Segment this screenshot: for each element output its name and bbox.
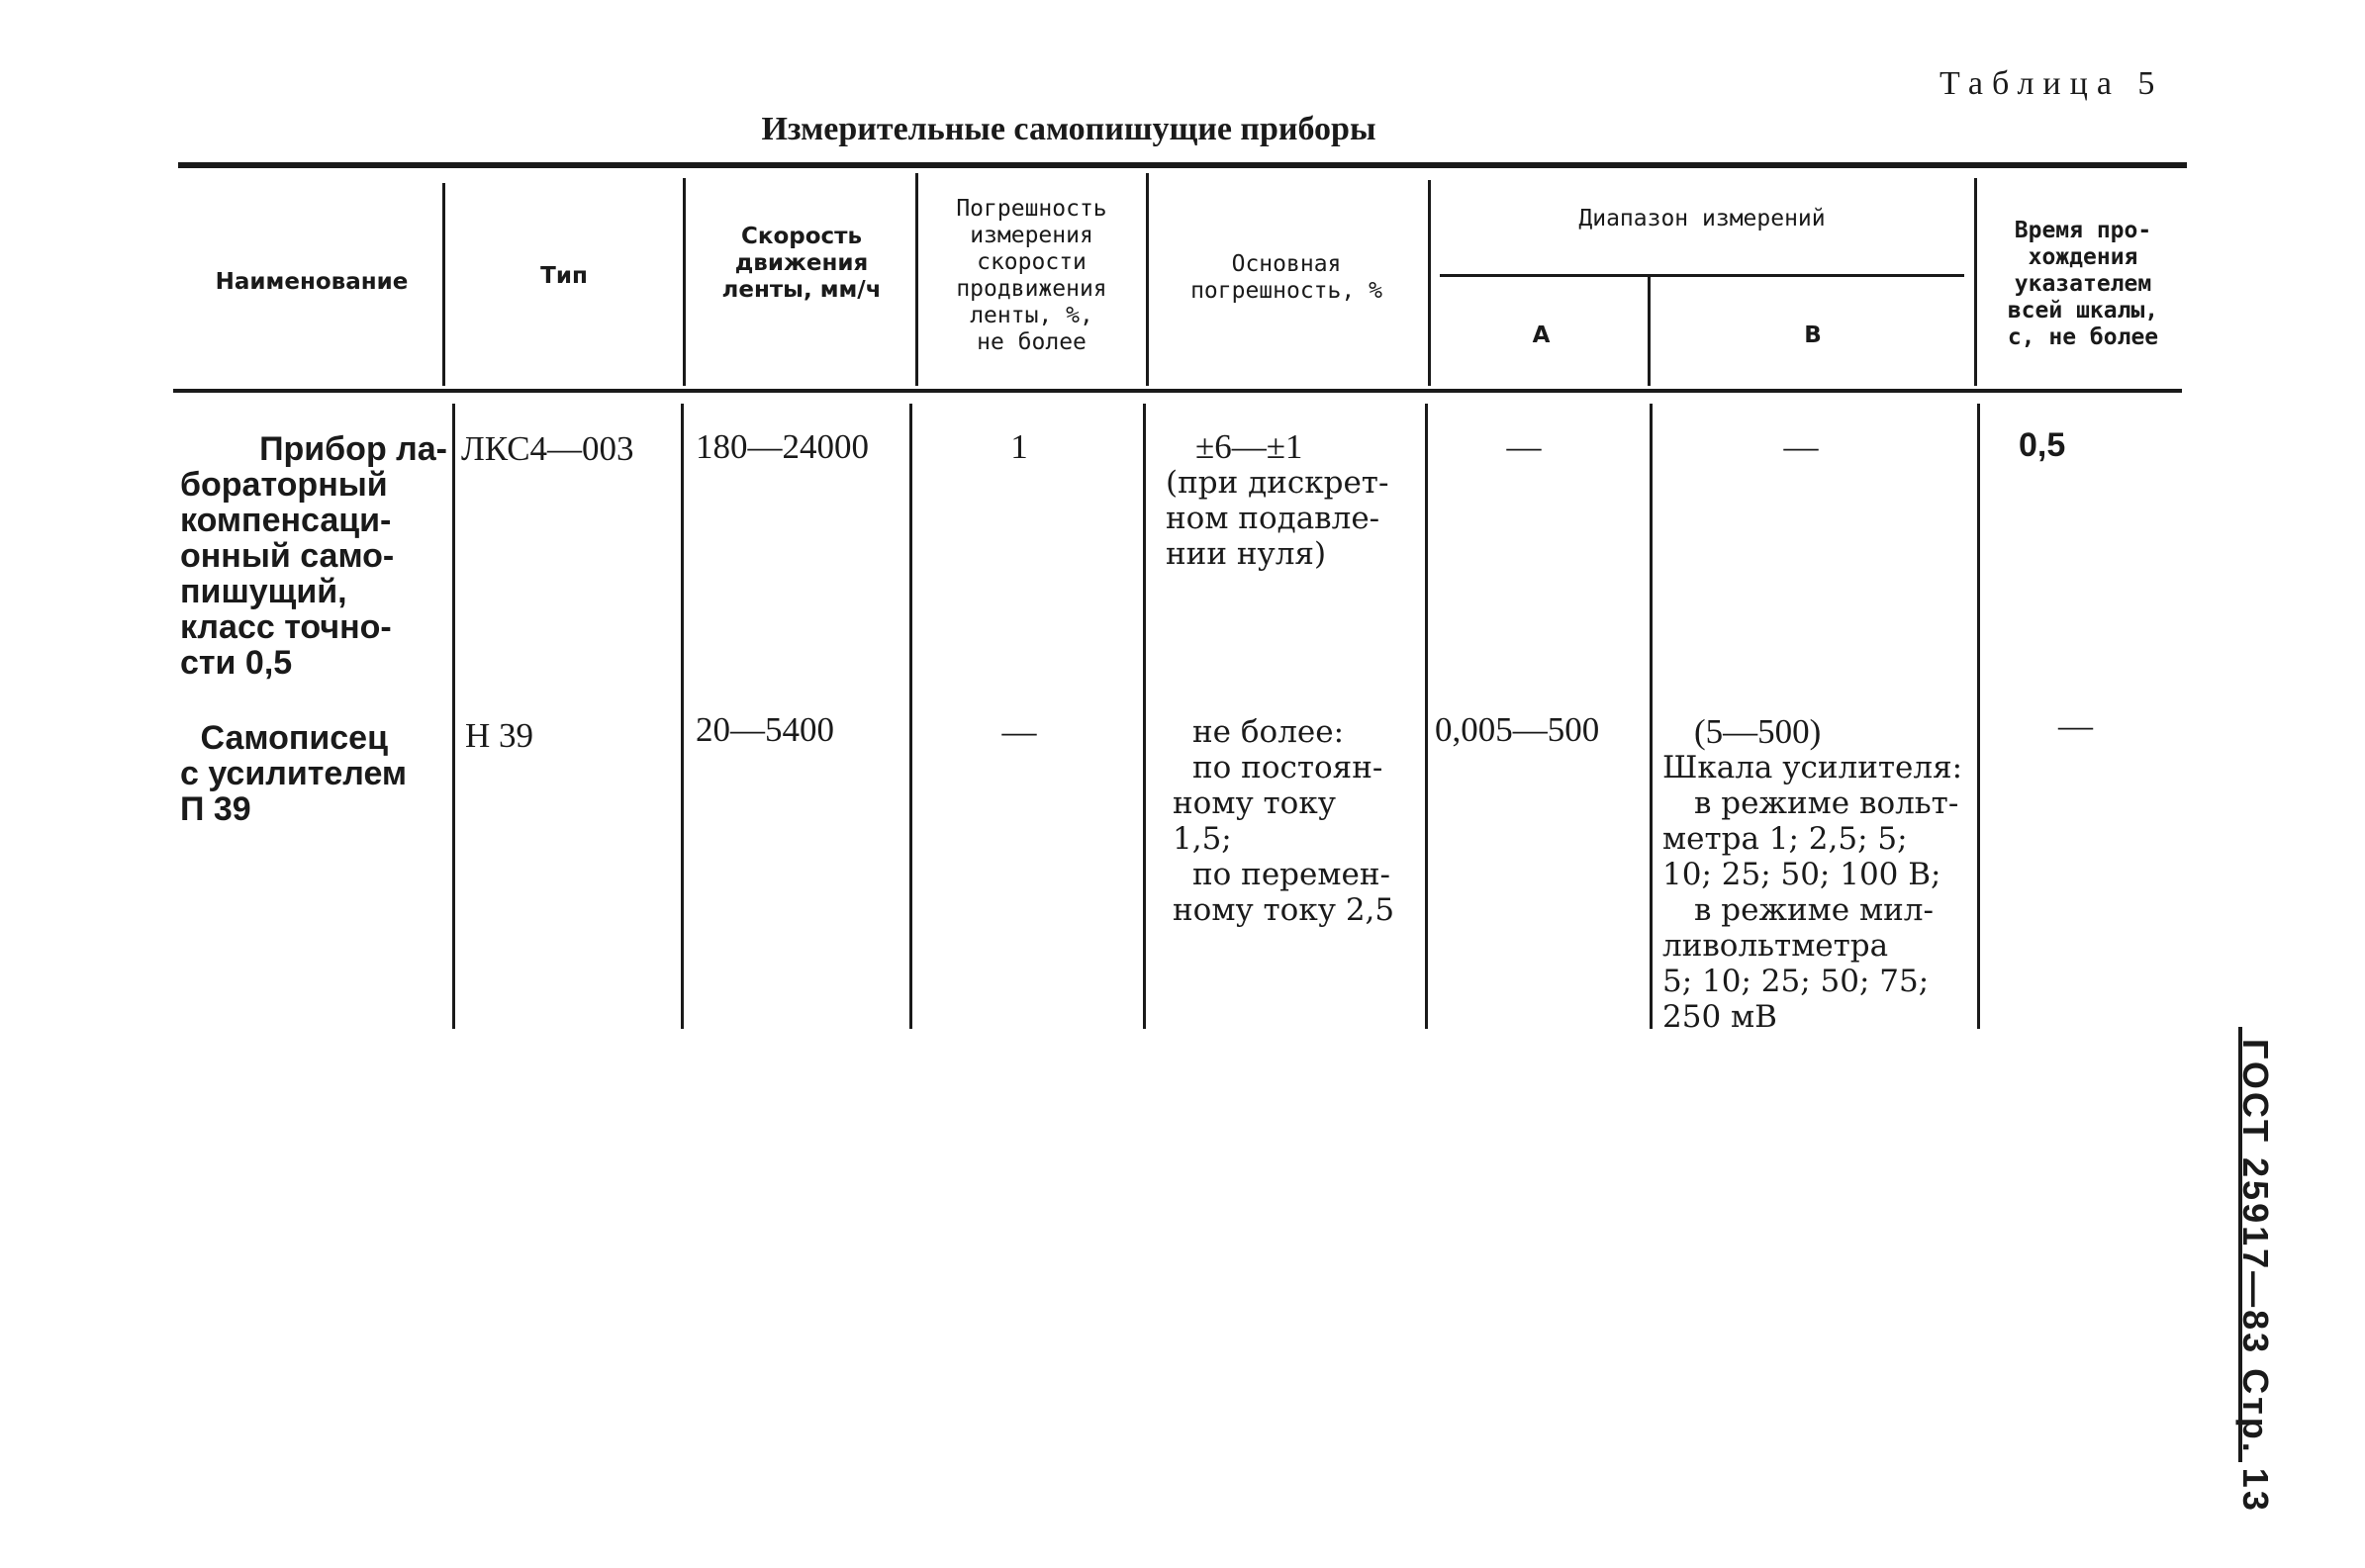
row1-base-error: ±6—±1 (при дискрет- ном подавле- нии нуля) (1166, 427, 1389, 572)
row1-name: Прибор ла- бораторный компенсаци- онный само- пишущий, класс точно- сти 0,5 (180, 430, 447, 682)
body-divider (1143, 404, 1146, 1029)
row1-speed: 180—24000 (696, 427, 869, 466)
body-divider (909, 404, 912, 1029)
header-type: Тип (540, 263, 588, 289)
header-speed-error: Погрешность измерения скорости продвижения ленты, %, не более (956, 196, 1107, 355)
row2-range-b: (5—500) Шкала усилителя: в режиме вольт- метра 1; 2,5; 5; 10; 25; 50; 100 В; в режиме мил- ливольтметра 5; 10; 25; 50; 75; 250 мВ (1662, 712, 1963, 1035)
row2-name: Самописец с усилителем П 39 (180, 719, 408, 828)
body-divider (452, 404, 455, 1029)
header-range-a: А (1532, 323, 1551, 348)
table-top-rule (178, 162, 2187, 168)
header-divider (442, 183, 445, 386)
header-divider (1428, 180, 1431, 386)
row1-range-a: — (1506, 427, 1542, 466)
header-range: Диапазон измерений (1578, 206, 1826, 231)
header-range-b: В (1804, 323, 1822, 348)
header-divider (1146, 173, 1149, 386)
header-divider (1974, 178, 1977, 386)
row1-time: 0,5 (2019, 426, 2066, 464)
header-speed: Скорость движения ленты, мм/ч (721, 224, 882, 303)
header-divider (1648, 277, 1651, 386)
row1-range-b: — (1783, 427, 1819, 466)
range-subheader-rule (1440, 274, 1964, 277)
header-bottom-rule (173, 389, 2182, 393)
row2-range-a: 0,005—500 (1435, 710, 1600, 749)
header-divider (683, 178, 686, 386)
table-title: Измерительные самопишущие приборы (761, 111, 1376, 147)
body-divider (681, 404, 684, 1029)
row2-speed-error: — (1001, 712, 1037, 751)
row2-time: — (2058, 706, 2093, 745)
row1-speed-error: 1 (1010, 427, 1028, 466)
header-base-error: Основная погрешность, % (1190, 251, 1382, 304)
header-time: Время про- хождения указателем всей шкалы, с, не более (2007, 218, 2159, 350)
row2-speed: 20—5400 (696, 710, 834, 749)
side-caption: ГОСТ 25917—83 Стр. 13 (2235, 1039, 2276, 1514)
body-divider (1650, 404, 1653, 1029)
table-number: Таблица 5 (1939, 65, 2164, 102)
row2-type: Н 39 (465, 716, 534, 755)
header-divider (915, 173, 918, 386)
row2-base-error: не более: по постоян- ному току 1,5; по перемен- ному току 2,5 (1173, 714, 1395, 928)
row1-type: ЛКС4—003 (461, 429, 634, 468)
header-name: Наименование (215, 269, 409, 295)
